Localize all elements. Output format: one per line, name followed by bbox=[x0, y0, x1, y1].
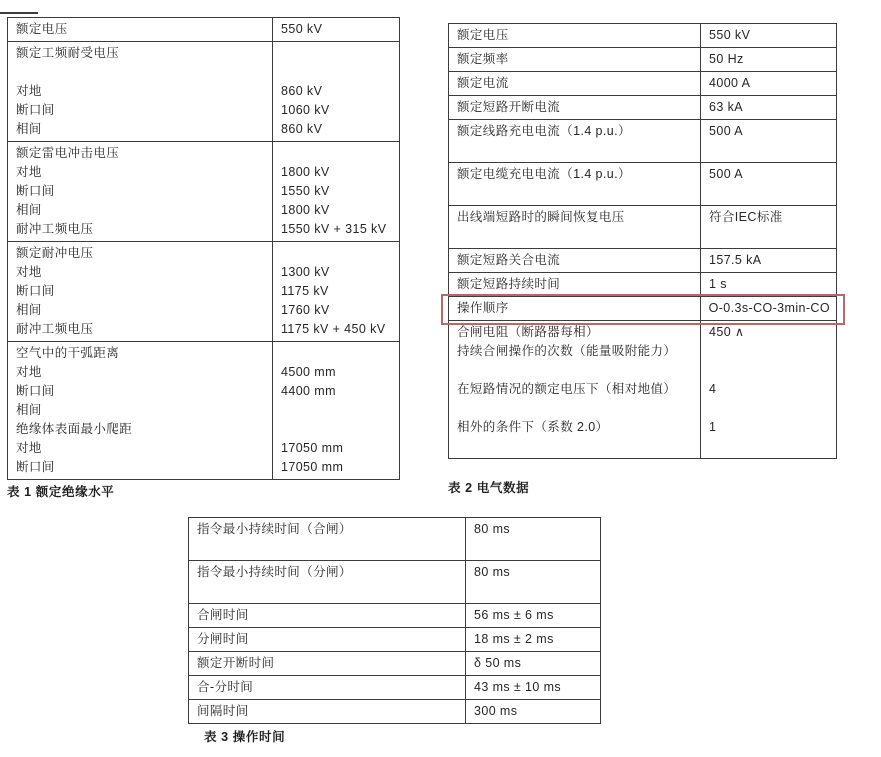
spec-value-cell bbox=[701, 163, 836, 205]
spec-value-line bbox=[709, 361, 830, 380]
spec-value-cell bbox=[273, 18, 399, 41]
spec-label-cell bbox=[8, 342, 273, 479]
spec-value-line: 300 ms bbox=[474, 704, 518, 718]
table2-caption: 表 2 电气数据 bbox=[448, 481, 530, 495]
spec-value-cell bbox=[466, 676, 600, 699]
spec-value-line: 1 bbox=[709, 420, 717, 434]
spec-value-cell bbox=[701, 321, 836, 458]
spec-value-cell bbox=[466, 628, 600, 651]
spec-label-line: 对地 bbox=[16, 265, 42, 279]
spec-value-cell bbox=[273, 242, 399, 341]
spec-value-line: 500 A bbox=[709, 167, 743, 181]
spec-value-line: 56 ms ± 6 ms bbox=[474, 608, 554, 622]
spec-value-line: 18 ms ± 2 ms bbox=[474, 632, 554, 646]
spec-value-line bbox=[281, 63, 393, 82]
spec-label-cell bbox=[449, 206, 701, 248]
spec-value-line: 860 kV bbox=[281, 122, 323, 136]
spec-value-line bbox=[281, 401, 393, 420]
spec-value-line: 4 bbox=[709, 382, 717, 396]
spec-value-line bbox=[709, 141, 830, 160]
table-row bbox=[449, 47, 836, 71]
spec-value-line: 550 kV bbox=[281, 22, 323, 36]
spec-label-line: 持续合闸操作的次数（能量吸附能力） bbox=[457, 344, 677, 358]
spec-value-line: 1550 kV + 315 kV bbox=[281, 222, 387, 236]
spec-label-line: 断口间 bbox=[16, 384, 55, 398]
spec-label-cell bbox=[189, 628, 466, 651]
spec-value-cell bbox=[273, 42, 399, 141]
spec-value-line: 500 A bbox=[709, 124, 743, 138]
spec-label-line: 断口间 bbox=[16, 284, 55, 298]
spec-value-cell bbox=[701, 249, 836, 272]
spec-value-line: 1800 kV bbox=[281, 165, 330, 179]
spec-label-line: 相间 bbox=[16, 403, 42, 417]
spec-label-line bbox=[457, 437, 694, 456]
spec-value-line: 450 ∧ bbox=[709, 325, 745, 339]
spec-label-cell bbox=[8, 142, 273, 241]
spec-value-line: 4400 mm bbox=[281, 384, 336, 398]
spec-label-line: 对地 bbox=[16, 441, 42, 455]
spec-label-cell bbox=[449, 72, 701, 95]
spec-value-line: 1175 kV bbox=[281, 284, 329, 298]
spec-label-line: 断口间 bbox=[16, 184, 55, 198]
spec-value-cell bbox=[466, 652, 600, 675]
spec-label-cell bbox=[189, 518, 466, 560]
spec-label-line: 额定电缆充电电流（1.4 p.u.） bbox=[457, 167, 631, 181]
spec-value-cell bbox=[701, 48, 836, 71]
spec-label-line: 额定短路开断电流 bbox=[457, 100, 561, 114]
table3-caption: 表 3 操作时间 bbox=[204, 730, 286, 744]
spec-label-cell bbox=[449, 163, 701, 205]
table-row bbox=[8, 141, 399, 241]
spec-label-line: 额定短路关合电流 bbox=[457, 253, 561, 267]
cropped-table-border-fragment bbox=[0, 12, 38, 14]
spec-value-line: 43 ms ± 10 ms bbox=[474, 680, 562, 694]
spec-label-cell bbox=[449, 249, 701, 272]
spec-value-cell bbox=[466, 604, 600, 627]
spec-label-line: 额定工频耐受电压 bbox=[16, 46, 120, 60]
spec-value-line bbox=[281, 244, 393, 263]
spec-value-cell bbox=[701, 24, 836, 47]
spec-label-cell bbox=[8, 42, 273, 141]
spec-label-line: 分闸时间 bbox=[197, 632, 249, 646]
table-rated-insulation-level bbox=[7, 17, 400, 480]
spec-value-line bbox=[474, 539, 594, 558]
spec-value-line: 1800 kV bbox=[281, 203, 330, 217]
spec-label-line bbox=[457, 361, 694, 380]
spec-label-line: 断口间 bbox=[16, 460, 55, 474]
spec-label-cell bbox=[189, 604, 466, 627]
spec-value-line: 1 s bbox=[709, 277, 727, 291]
table-row bbox=[189, 560, 600, 603]
spec-label-cell bbox=[449, 321, 701, 458]
spec-label-cell bbox=[449, 96, 701, 119]
spec-label-line: 额定电流 bbox=[457, 76, 509, 90]
table-row bbox=[449, 162, 836, 205]
table-row bbox=[449, 119, 836, 162]
spec-value-line: 50 Hz bbox=[709, 52, 744, 66]
table-row bbox=[449, 320, 836, 458]
table-row bbox=[8, 41, 399, 141]
spec-value-cell bbox=[466, 518, 600, 560]
spec-value-line bbox=[709, 437, 830, 456]
table1-caption: 表 1 额定绝缘水平 bbox=[7, 485, 115, 499]
spec-value-line bbox=[709, 227, 830, 246]
spec-label-cell bbox=[189, 652, 466, 675]
spec-label-line: 耐冲工频电压 bbox=[16, 322, 94, 336]
spec-label-line: 合闸电阻（断路器每相） bbox=[457, 325, 599, 339]
table-row-highlighted bbox=[449, 296, 836, 320]
spec-value-cell bbox=[701, 96, 836, 119]
spec-label-line: 相间 bbox=[16, 203, 42, 217]
spec-value-line bbox=[281, 344, 393, 363]
spec-value-line bbox=[281, 420, 393, 439]
spec-label-cell bbox=[8, 18, 273, 41]
spec-value-line bbox=[474, 582, 594, 601]
spec-value-line bbox=[709, 184, 830, 203]
spec-label-line: 额定电压 bbox=[16, 22, 68, 36]
spec-label-line: 额定开断时间 bbox=[197, 656, 275, 670]
spec-value-line bbox=[709, 342, 830, 361]
table-row bbox=[449, 248, 836, 272]
spec-value-cell bbox=[701, 273, 836, 296]
spec-value-cell bbox=[701, 297, 836, 320]
spec-value-cell bbox=[701, 72, 836, 95]
table-row bbox=[8, 241, 399, 341]
spec-label-line: 合-分时间 bbox=[197, 680, 254, 694]
spec-value-line: 1550 kV bbox=[281, 184, 330, 198]
spec-label-line: 对地 bbox=[16, 84, 42, 98]
spec-label-line: 操作顺序 bbox=[457, 301, 509, 315]
spec-value-line: 80 ms bbox=[474, 522, 511, 536]
spec-label-line: 指令最小持续时间（合闸） bbox=[197, 522, 352, 536]
table-row bbox=[449, 24, 836, 47]
spec-label-line: 额定线路充电电流（1.4 p.u.） bbox=[457, 124, 631, 138]
spec-label-cell bbox=[189, 700, 466, 723]
spec-value-line: 860 kV bbox=[281, 84, 323, 98]
spec-value-line: 550 kV bbox=[709, 28, 751, 42]
spec-label-line: 额定短路持续时间 bbox=[457, 277, 561, 291]
spec-label-line bbox=[457, 227, 694, 246]
spec-label-line: 合闸时间 bbox=[197, 608, 249, 622]
spec-value-line: 符合IEC标准 bbox=[709, 210, 783, 224]
table-row bbox=[8, 18, 399, 41]
spec-label-cell bbox=[189, 561, 466, 603]
table-row bbox=[189, 603, 600, 627]
spec-value-line: O-0.3s-CO-3min-CO bbox=[708, 301, 830, 315]
spec-value-line: 4500 mm bbox=[281, 365, 336, 379]
spec-value-cell bbox=[273, 142, 399, 241]
spec-value-line: 4000 A bbox=[709, 76, 751, 90]
table-operating-times bbox=[188, 517, 601, 724]
spec-label-cell bbox=[189, 676, 466, 699]
spec-label-cell bbox=[449, 273, 701, 296]
spec-value-line: 17050 mm bbox=[281, 460, 344, 474]
spec-label-cell bbox=[449, 120, 701, 162]
spec-label-line bbox=[457, 184, 694, 203]
table-row bbox=[189, 627, 600, 651]
spec-label-line: 额定耐冲电压 bbox=[16, 246, 94, 260]
spec-label-line bbox=[197, 582, 459, 601]
spec-label-line: 空气中的干弧距离 bbox=[16, 346, 120, 360]
spec-label-line bbox=[457, 399, 694, 418]
spec-value-line bbox=[709, 399, 830, 418]
spec-label-line: 相外的条件下（系数 2.0） bbox=[457, 420, 609, 434]
spec-value-line: 17050 mm bbox=[281, 441, 344, 455]
table-row bbox=[8, 341, 399, 479]
spec-value-cell bbox=[701, 120, 836, 162]
spec-value-line: 1760 kV bbox=[281, 303, 330, 317]
spec-label-cell bbox=[8, 242, 273, 341]
spec-label-line: 耐冲工频电压 bbox=[16, 222, 94, 236]
spec-label-line bbox=[457, 141, 694, 160]
spec-value-line bbox=[281, 144, 393, 163]
spec-value-line: 63 kA bbox=[709, 100, 743, 114]
table-row bbox=[449, 71, 836, 95]
table-row bbox=[189, 699, 600, 723]
spec-value-line: δ 50 ms bbox=[474, 656, 522, 670]
table-row bbox=[189, 518, 600, 560]
spec-label-cell bbox=[449, 297, 701, 320]
spec-label-line: 间隔时间 bbox=[197, 704, 249, 718]
table-row bbox=[189, 651, 600, 675]
spec-value-cell bbox=[273, 342, 399, 479]
spec-label-cell bbox=[449, 48, 701, 71]
table-row bbox=[189, 675, 600, 699]
table-row bbox=[449, 95, 836, 119]
spec-label-line bbox=[16, 63, 266, 82]
spec-label-line: 额定电压 bbox=[457, 28, 509, 42]
spec-label-line: 在短路情况的额定电压下（相对地值） bbox=[457, 382, 677, 396]
spec-label-line: 指令最小持续时间（分闸） bbox=[197, 565, 352, 579]
table-row bbox=[449, 205, 836, 248]
spec-label-line: 相间 bbox=[16, 303, 42, 317]
spec-label-line: 对地 bbox=[16, 365, 42, 379]
spec-value-cell bbox=[466, 561, 600, 603]
spec-value-cell bbox=[701, 206, 836, 248]
spec-label-line: 绝缘体表面最小爬距 bbox=[16, 422, 133, 436]
spec-label-cell bbox=[449, 24, 701, 47]
spec-value-line: 1175 kV + 450 kV bbox=[281, 322, 386, 336]
spec-value-line bbox=[281, 44, 393, 63]
spec-value-line: 1300 kV bbox=[281, 265, 330, 279]
spec-label-line: 额定频率 bbox=[457, 52, 509, 66]
spec-label-line: 对地 bbox=[16, 165, 42, 179]
table-row bbox=[449, 272, 836, 296]
spec-label-line: 断口间 bbox=[16, 103, 55, 117]
spec-value-cell bbox=[466, 700, 600, 723]
spec-label-line: 相间 bbox=[16, 122, 42, 136]
table-electrical-data bbox=[448, 23, 837, 459]
spec-label-line: 出线端短路时的瞬间恢复电压 bbox=[457, 210, 625, 224]
spec-value-line: 80 ms bbox=[474, 565, 511, 579]
spec-value-line: 1060 kV bbox=[281, 103, 330, 117]
spec-value-line: 157.5 kA bbox=[709, 253, 762, 267]
spec-label-line: 额定雷电冲击电压 bbox=[16, 146, 120, 160]
spec-label-line bbox=[197, 539, 459, 558]
